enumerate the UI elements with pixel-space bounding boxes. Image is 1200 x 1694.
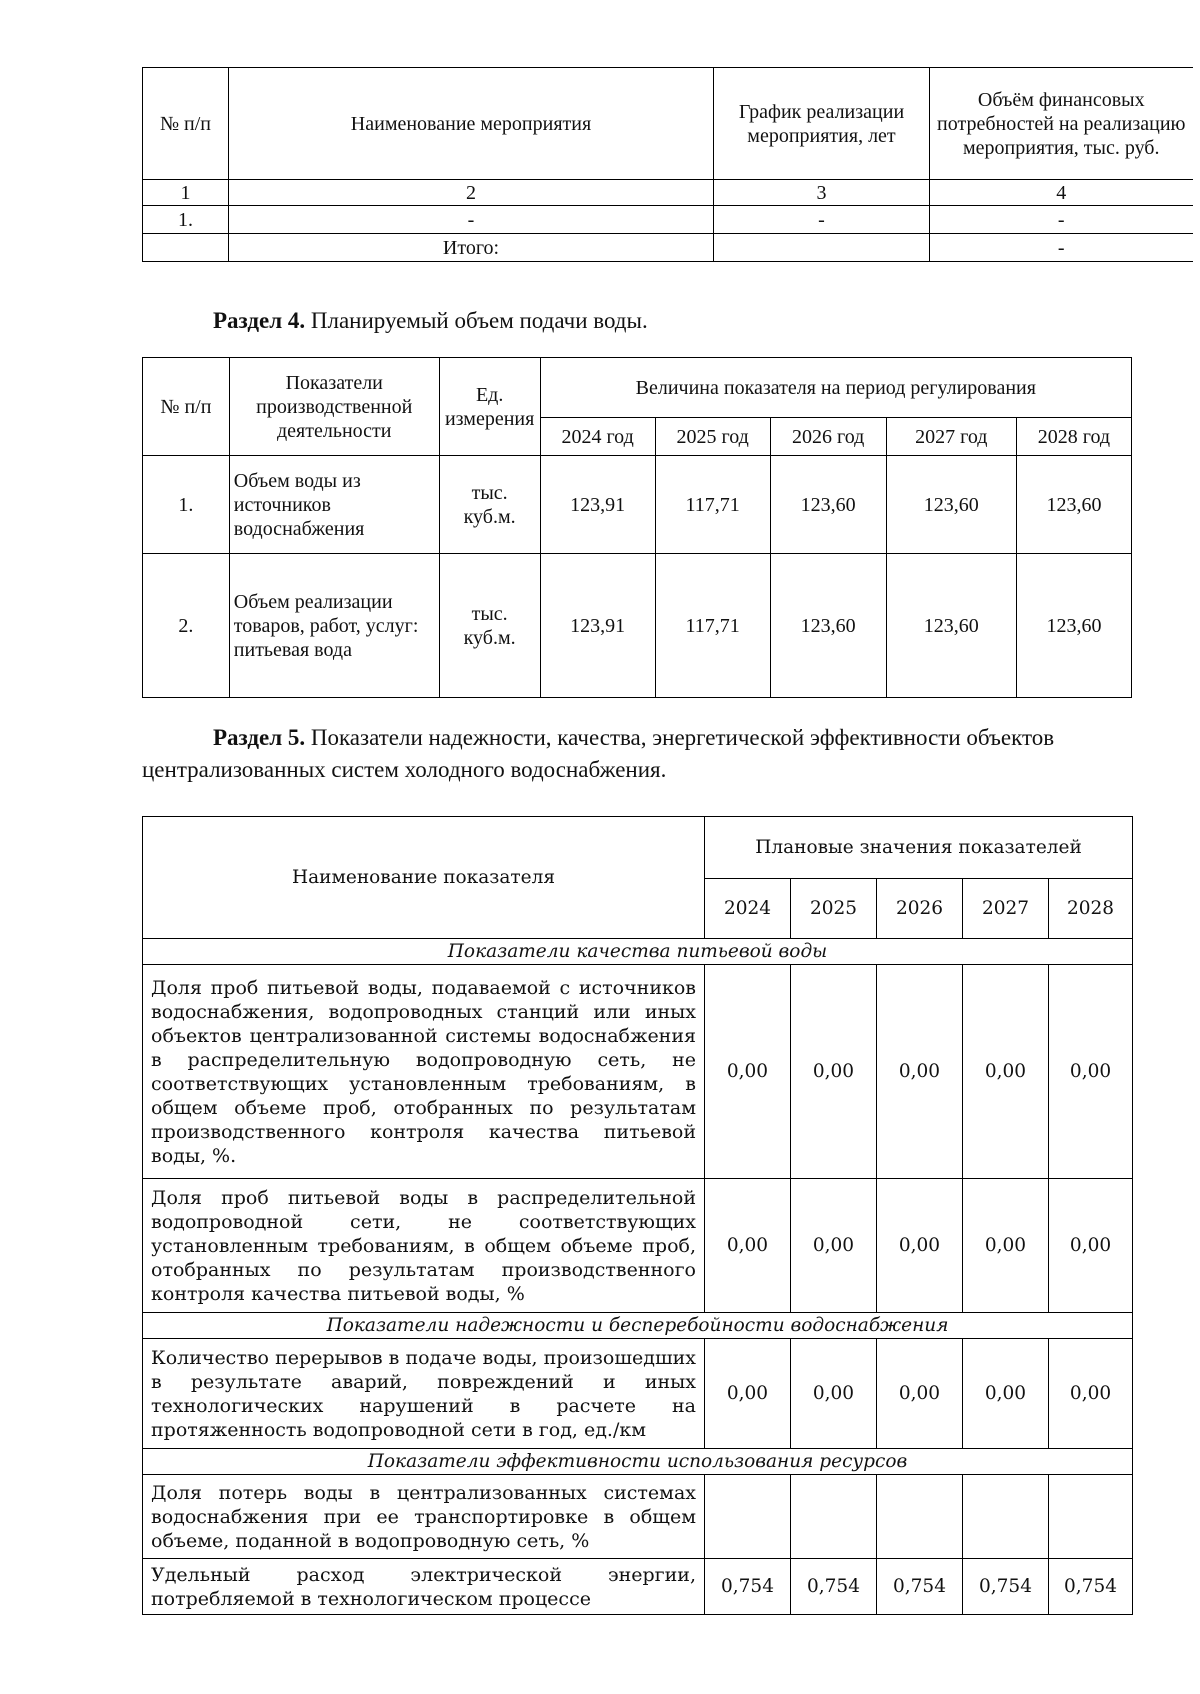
value-cell: 123,60	[886, 554, 1016, 698]
row-num: 2.	[143, 554, 230, 698]
value-cell: 123,60	[770, 554, 886, 698]
table-row	[143, 1559, 1133, 1615]
table-row	[143, 965, 1133, 1179]
total-label: Итого:	[229, 234, 714, 262]
section-4-heading	[213, 305, 648, 337]
section-5-title: Показатели надежности, качества, энергетической эффективности объектов централизованных систем холодного водоснабжения.	[142, 725, 1055, 782]
column-index-row	[143, 180, 1193, 206]
table-row	[143, 1339, 1133, 1449]
col-event-name-header: Наименование мероприятия	[229, 68, 714, 180]
group-title: Показатели эффективности использования ресурсов	[143, 1449, 1133, 1475]
value-cell	[791, 1475, 877, 1559]
col-unit-header: Ед. измерения	[439, 358, 540, 456]
group-title: Показатели надежности и бесперебойности водоснабжения	[143, 1313, 1133, 1339]
index-cell: 1	[143, 180, 229, 206]
value-cell	[963, 1475, 1049, 1559]
section-4-title: Планируемый объем подачи воды.	[310, 308, 648, 333]
planned-values-header: Плановые значения показателей	[705, 817, 1133, 879]
year-header: 2024	[705, 879, 791, 939]
indicator-name: Объем реализации товаров, работ, услуг: питьевая вода	[229, 554, 439, 698]
value-cell	[1049, 1475, 1133, 1559]
group-header-row	[143, 1313, 1133, 1339]
table-header-row	[143, 68, 1193, 180]
period-group-header: Величина показателя на период регулирования	[540, 358, 1131, 418]
col-name-header: Наименование показателя	[143, 817, 705, 939]
indicator-name: Доля проб питьевой воды, подаваемой с источников водоснабжения, водопроводных станций или иных объектов централизованной системы водоснабжения в распределительную водопроводную сеть, не соответствующих установленным требованиям, в общем объеме проб, отобранных по результатам производственного контроля качества питьевой воды, %.	[143, 965, 705, 1179]
value-cell: 123,60	[1016, 456, 1131, 554]
year-header: 2026 год	[770, 418, 886, 456]
value-cell: 0,00	[791, 1179, 877, 1313]
group-header-row	[143, 1449, 1133, 1475]
value-cell: 0,754	[877, 1559, 963, 1615]
col-num-header: № п/п	[143, 68, 229, 180]
table-header-row	[143, 358, 1132, 418]
value-cell: 0,00	[791, 1339, 877, 1449]
value-cell: 117,71	[655, 456, 770, 554]
quality-indicators-table	[142, 816, 1133, 1615]
year-header: 2025	[791, 879, 877, 939]
value-cell: 0,754	[791, 1559, 877, 1615]
col-finance-header: Объём финансовых потребностей на реализацию мероприятия, тыс. руб.	[930, 68, 1193, 180]
event-schedule: -	[714, 206, 930, 234]
row-num: 1.	[143, 456, 230, 554]
total-row	[143, 234, 1193, 262]
value-cell: 0,00	[1049, 1339, 1133, 1449]
table-row	[143, 1475, 1133, 1559]
value-cell: 123,60	[886, 456, 1016, 554]
value-cell	[705, 1475, 791, 1559]
value-cell: 0,00	[705, 1179, 791, 1313]
value-cell: 0,754	[1049, 1559, 1133, 1615]
section-5-label: Раздел 5.	[213, 725, 306, 750]
value-cell: 123,91	[540, 554, 655, 698]
value-cell: 0,00	[1049, 965, 1133, 1179]
total-finance: -	[930, 234, 1193, 262]
year-header: 2028	[1049, 879, 1133, 939]
row-num: 1.	[143, 206, 229, 234]
value-cell: 0,00	[791, 965, 877, 1179]
unit: тыс. куб.м.	[439, 456, 540, 554]
index-cell: 2	[229, 180, 714, 206]
value-cell: 0,00	[963, 1339, 1049, 1449]
indicator-name: Доля потерь воды в централизованных системах водоснабжения при ее транспортировке в общем объеме, поданной в водопроводную сеть, %	[143, 1475, 705, 1559]
section-4-label: Раздел 4.	[213, 308, 306, 333]
col-schedule-header: График реализации мероприятия, лет	[714, 68, 930, 180]
indicator-name: Количество перерывов в подаче воды, произошедших в результате аварий, повреждений и иных технологических нарушений в расчете на протяженность водопроводной сети в год, ед./км	[143, 1339, 705, 1449]
value-cell: 0,00	[963, 965, 1049, 1179]
index-cell: 4	[930, 180, 1193, 206]
unit: тыс. куб.м.	[439, 554, 540, 698]
section-5-heading	[142, 722, 1162, 786]
value-cell: 123,60	[770, 456, 886, 554]
value-cell: 0,00	[1049, 1179, 1133, 1313]
total-empty-cell	[143, 234, 229, 262]
value-cell: 117,71	[655, 554, 770, 698]
water-supply-table	[142, 357, 1132, 698]
year-header: 2027	[963, 879, 1049, 939]
events-table	[142, 67, 1193, 262]
table-row	[143, 206, 1193, 234]
indicator-name: Доля проб питьевой воды в распределительной водопроводной сети, не соответствующих установленным требованиям, в общем объеме проб, отобранных по результатам производственного контроля качества питьевой воды, %	[143, 1179, 705, 1313]
value-cell: 0,00	[877, 965, 963, 1179]
year-header: 2027 год	[886, 418, 1016, 456]
year-header: 2028 год	[1016, 418, 1131, 456]
value-cell: 0,00	[877, 1339, 963, 1449]
event-finance: -	[930, 206, 1193, 234]
table-row	[143, 1179, 1133, 1313]
value-cell: 0,00	[705, 965, 791, 1179]
year-header: 2025 год	[655, 418, 770, 456]
table-header-row	[143, 817, 1133, 879]
year-header: 2026	[877, 879, 963, 939]
group-header-row	[143, 939, 1133, 965]
group-title: Показатели качества питьевой воды	[143, 939, 1133, 965]
total-empty-cell	[714, 234, 930, 262]
value-cell: 123,60	[1016, 554, 1131, 698]
value-cell: 123,91	[540, 456, 655, 554]
value-cell: 0,754	[705, 1559, 791, 1615]
indicator-name: Объем воды из источников водоснабжения	[229, 456, 439, 554]
table-row	[143, 456, 1132, 554]
value-cell	[877, 1475, 963, 1559]
col-num-header: № п/п	[143, 358, 230, 456]
col-indicator-header: Показатели производственной деятельности	[229, 358, 439, 456]
value-cell: 0,754	[963, 1559, 1049, 1615]
table-row	[143, 554, 1132, 698]
event-name: -	[229, 206, 714, 234]
value-cell: 0,00	[705, 1339, 791, 1449]
index-cell: 3	[714, 180, 930, 206]
year-header: 2024 год	[540, 418, 655, 456]
value-cell: 0,00	[963, 1179, 1049, 1313]
indicator-name: Удельный расход электрической энергии, потребляемой в технологическом процессе	[143, 1559, 705, 1615]
value-cell: 0,00	[877, 1179, 963, 1313]
